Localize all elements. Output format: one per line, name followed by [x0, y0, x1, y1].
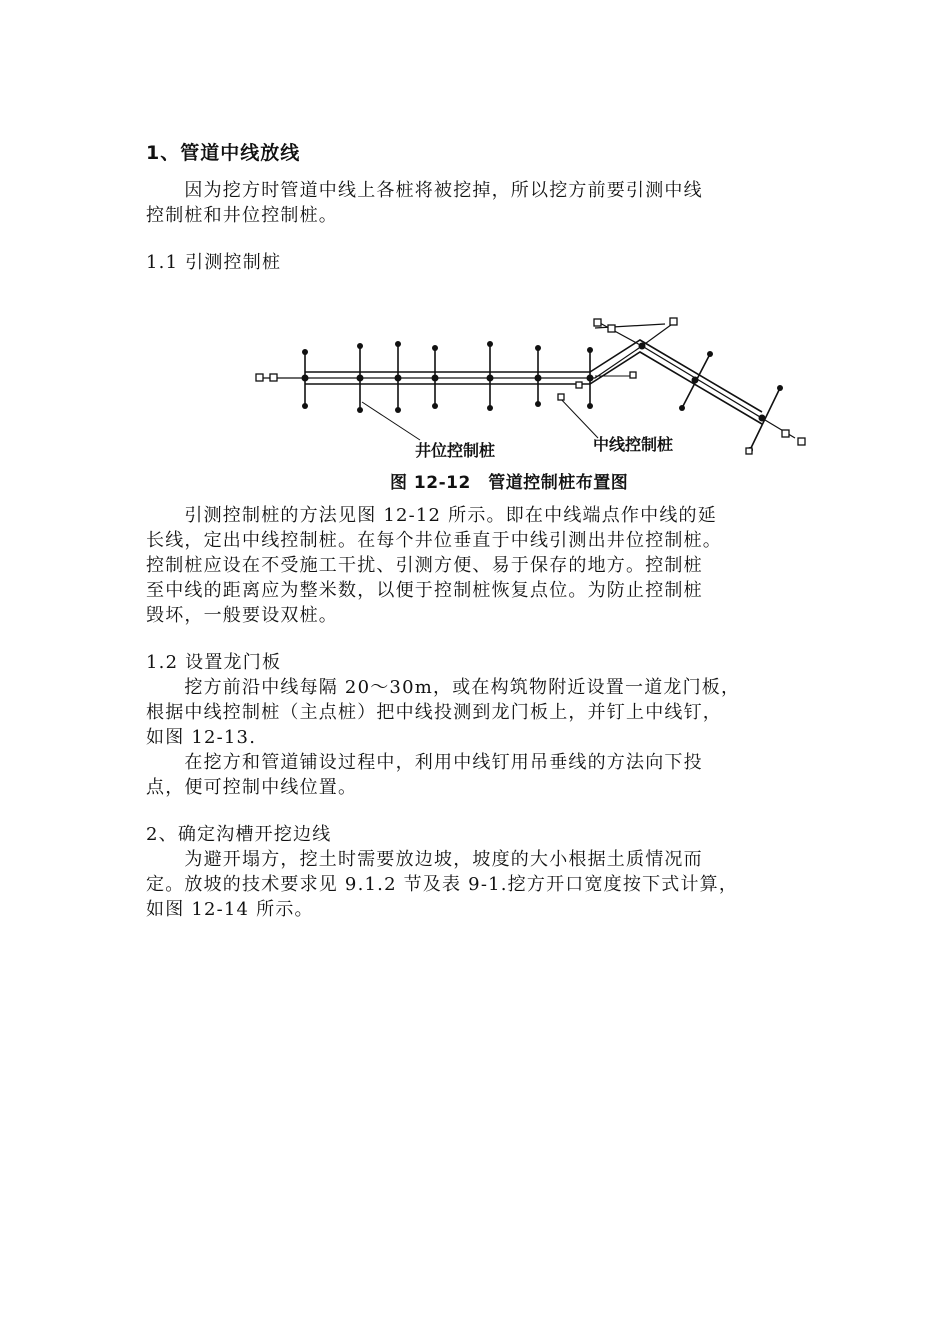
text-line: 控制桩应设在不受施工干扰、引测方便、易于保存的地方。控制桩 — [146, 555, 703, 576]
section-2-heading: 2、确定沟槽开挖边线 — [146, 824, 332, 845]
text-line: 长线，定出中线控制桩。在每个井位垂直于中线引测出井位控制桩。 — [146, 530, 722, 551]
leader-line — [362, 402, 420, 440]
subsection-1-1-body — [146, 503, 806, 628]
subsection-1-2-body — [146, 675, 806, 800]
text-line: 毁坏，一般要设双桩。 — [146, 605, 338, 626]
text-line: 挖方前沿中线每隔 20～30m，或在构筑物附近设置一道龙门板， — [146, 677, 741, 698]
subsection-1-1-title: 1.1 引测控制桩 — [146, 252, 282, 273]
subsection-1-2-title: 1.2 设置龙门板 — [146, 652, 282, 673]
leader-line — [558, 396, 598, 438]
text-line: 控制桩和井位控制桩。 — [146, 205, 338, 226]
label-center-control-stake: 中线控制桩 — [593, 435, 674, 454]
pipe-outline-upper — [305, 340, 762, 412]
center-line — [260, 346, 795, 438]
text-line: 引测控制桩的方法见图 12-12 所示。即在中线端点作中线的延 — [146, 505, 717, 526]
text-line: 因为挖方时管道中线上各桩将被挖掉，所以挖方前要引测中线 — [146, 180, 703, 201]
section-1-intro — [146, 178, 806, 228]
pipe-outline-lower — [305, 352, 762, 424]
section-1-heading: 1、管道中线放线 — [146, 142, 301, 164]
figure-12-12 — [250, 310, 820, 500]
text-line: 至中线的距离应为整米数，以便于控制桩恢复点位。为防止控制桩 — [146, 580, 703, 601]
figure-caption: 图 12-12 管道控制桩布置图 — [390, 473, 629, 493]
text-line: 如图 12-14 所示。 — [146, 899, 314, 920]
section-2-body — [146, 847, 806, 922]
text-line: 根据中线控制桩（主点桩）把中线投测到龙门板上，并钉上中线钉， — [146, 702, 722, 723]
label-well-control-stake: 井位控制桩 — [415, 441, 496, 460]
text-line: 如图 12-13. — [146, 727, 257, 748]
text-line: 为避开塌方，挖土时需要放边坡，坡度的大小根据土质情况而 — [146, 849, 703, 870]
text-line: 点，便可控制中线位置。 — [146, 777, 358, 798]
text-line: 定。放坡的技术要求见 9.1.2 节及表 9-1.挖方开口宽度按下式计算， — [146, 874, 739, 895]
text-line: 在挖方和管道铺设过程中，利用中线钉用吊垂线的方法向下投 — [146, 752, 703, 773]
